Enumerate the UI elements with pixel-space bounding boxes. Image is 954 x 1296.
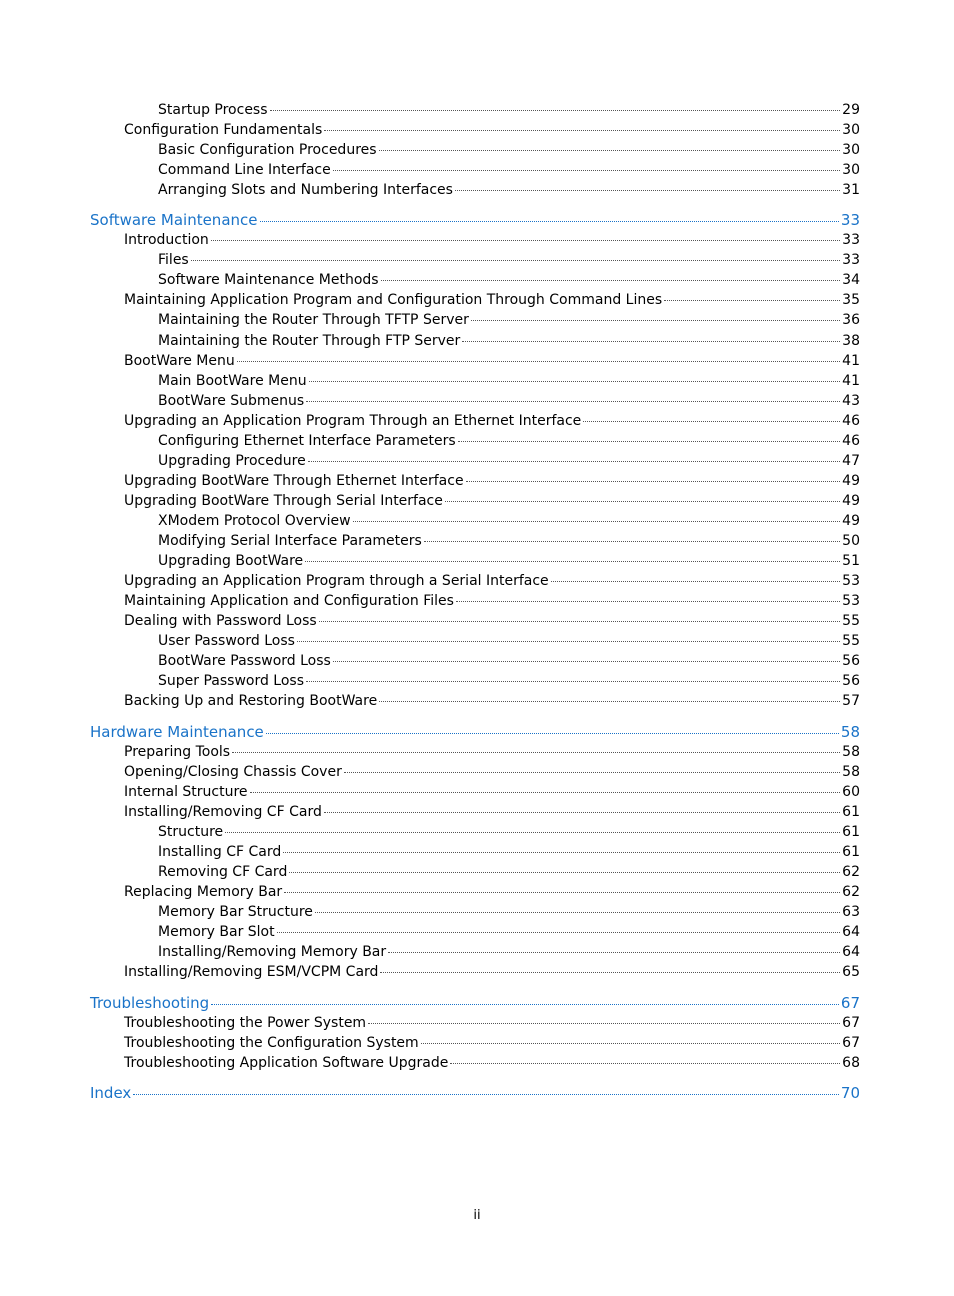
toc-entry-page: 33 bbox=[842, 232, 860, 248]
toc-chapter-entry[interactable] bbox=[90, 210, 860, 230]
toc-entry-page: 65 bbox=[842, 964, 860, 980]
toc-entry-title: Opening/Closing Chassis Cover bbox=[124, 764, 342, 780]
toc-entry[interactable] bbox=[158, 631, 860, 651]
dot-leader bbox=[283, 852, 840, 853]
dot-leader bbox=[284, 892, 840, 893]
toc-entry-title: Modifying Serial Interface Parameters bbox=[158, 533, 422, 549]
dot-leader bbox=[306, 401, 840, 402]
toc-entry-title: Replacing Memory Bar bbox=[124, 884, 283, 900]
toc-entry-page: 70 bbox=[840, 1084, 860, 1102]
dot-leader bbox=[225, 832, 840, 833]
toc-entry[interactable] bbox=[158, 902, 860, 922]
toc-entry-title: Troubleshooting the Power System bbox=[124, 1015, 367, 1031]
toc-entry-page: 33 bbox=[842, 252, 860, 268]
toc-entry[interactable] bbox=[158, 250, 860, 270]
dot-leader bbox=[319, 621, 841, 622]
dot-leader bbox=[133, 1094, 839, 1095]
dot-leader bbox=[211, 1004, 839, 1005]
toc-entry[interactable] bbox=[158, 371, 860, 391]
toc-entry-page: 49 bbox=[842, 513, 860, 529]
dot-leader bbox=[421, 1043, 840, 1044]
toc-entry-page: 61 bbox=[842, 804, 860, 820]
toc-entry-title: Command Line Interface bbox=[158, 162, 331, 178]
dot-leader bbox=[260, 221, 839, 222]
dot-leader bbox=[232, 752, 840, 753]
toc-entry[interactable] bbox=[158, 551, 860, 571]
toc-entry[interactable] bbox=[158, 331, 860, 351]
toc-entry-title: Installing/Removing CF Card bbox=[124, 804, 322, 820]
dot-leader bbox=[381, 280, 841, 281]
toc-entry-title: Upgrading an Application Program Through an Ethernet Interface bbox=[124, 413, 582, 429]
dot-leader bbox=[277, 932, 841, 933]
toc-entry-page: 29 bbox=[842, 102, 860, 118]
toc-entry-title: Software Maintenance Methods bbox=[158, 272, 379, 288]
toc-entry-title: Maintaining Application and Configuration Files bbox=[124, 593, 454, 609]
toc-entry[interactable] bbox=[124, 1053, 860, 1073]
toc-entry-title: Upgrading BootWare Through Serial Interface bbox=[124, 493, 443, 509]
toc-entry[interactable] bbox=[158, 391, 860, 411]
dot-leader bbox=[462, 341, 840, 342]
toc-entry[interactable] bbox=[158, 511, 860, 531]
toc-entry[interactable] bbox=[124, 802, 860, 822]
toc-entry-title: Maintaining the Router Through TFTP Server bbox=[158, 312, 469, 328]
toc-chapter-entry[interactable] bbox=[90, 1083, 860, 1103]
toc-entry[interactable] bbox=[158, 270, 860, 290]
toc-entry[interactable] bbox=[124, 882, 860, 902]
toc-entry-page: 57 bbox=[842, 693, 860, 709]
toc-entry-page: 68 bbox=[842, 1055, 860, 1071]
page-number: ii bbox=[473, 1208, 481, 1223]
toc-entry-page: 47 bbox=[842, 453, 860, 469]
toc-entry-page: 58 bbox=[842, 764, 860, 780]
toc-entry-page: 58 bbox=[840, 723, 860, 741]
dot-leader bbox=[324, 130, 840, 131]
toc-entry-title: Index bbox=[90, 1084, 132, 1102]
toc-entry-title: Main BootWare Menu bbox=[158, 373, 307, 389]
toc-entry-page: 56 bbox=[842, 653, 860, 669]
toc-entry-title: Troubleshooting bbox=[90, 994, 210, 1012]
dot-leader bbox=[583, 421, 840, 422]
toc-entry-page: 55 bbox=[842, 633, 860, 649]
toc-entry-page: 61 bbox=[842, 844, 860, 860]
toc-entry-title: Super Password Loss bbox=[158, 673, 305, 689]
toc-entry-title: BootWare Password Loss bbox=[158, 653, 331, 669]
toc-entry-page: 43 bbox=[842, 393, 860, 409]
toc-entry[interactable] bbox=[124, 742, 860, 762]
toc-entry[interactable] bbox=[158, 942, 860, 962]
toc-entry-page: 53 bbox=[842, 573, 860, 589]
toc-entry[interactable] bbox=[158, 651, 860, 671]
toc-entry[interactable] bbox=[124, 411, 860, 431]
toc-entry-title: Hardware Maintenance bbox=[90, 723, 264, 741]
toc-entry[interactable] bbox=[124, 230, 860, 250]
toc-entry-title: Installing/Removing Memory Bar bbox=[158, 944, 387, 960]
dot-leader bbox=[306, 681, 840, 682]
toc-entry-title: Troubleshooting the Configuration System bbox=[124, 1035, 419, 1051]
toc-entry-page: 62 bbox=[842, 864, 860, 880]
dot-leader bbox=[266, 733, 839, 734]
toc-entry[interactable] bbox=[124, 120, 860, 140]
dot-leader bbox=[297, 641, 840, 642]
dot-leader bbox=[664, 300, 840, 301]
toc-entry-page: 62 bbox=[842, 884, 860, 900]
dot-leader bbox=[309, 381, 841, 382]
toc-entry-title: Preparing Tools bbox=[124, 744, 231, 760]
toc-entry-page: 64 bbox=[842, 944, 860, 960]
toc-entry-page: 60 bbox=[842, 784, 860, 800]
toc-entry-page: 64 bbox=[842, 924, 860, 940]
toc-entry[interactable] bbox=[124, 762, 860, 782]
dot-leader bbox=[315, 912, 840, 913]
toc-entry-title: Troubleshooting Application Software Upgrade bbox=[124, 1055, 449, 1071]
dot-leader bbox=[368, 1023, 840, 1024]
toc-entry-title: User Password Loss bbox=[158, 633, 295, 649]
toc-entry-title: BootWare Menu bbox=[124, 353, 235, 369]
toc-entry[interactable] bbox=[158, 922, 860, 942]
toc-entry[interactable] bbox=[124, 691, 860, 711]
toc-entry[interactable] bbox=[124, 611, 860, 631]
toc-entry-title: Backing Up and Restoring BootWare bbox=[124, 693, 378, 709]
dot-leader bbox=[455, 190, 840, 191]
dot-leader bbox=[380, 972, 840, 973]
toc-entry-title: Internal Structure bbox=[124, 784, 248, 800]
dot-leader bbox=[333, 661, 840, 662]
dot-leader bbox=[424, 541, 840, 542]
dot-leader bbox=[308, 461, 840, 462]
toc-entry-title: Installing/Removing ESM/VCPM Card bbox=[124, 964, 379, 980]
toc-entry-title: Memory Bar Structure bbox=[158, 904, 313, 920]
toc-entry-title: Software Maintenance bbox=[90, 211, 258, 229]
toc-entry[interactable] bbox=[124, 591, 860, 611]
toc-entry-page: 38 bbox=[842, 333, 860, 349]
toc-entry[interactable] bbox=[158, 531, 860, 551]
toc-entry[interactable] bbox=[158, 180, 860, 200]
toc-entry[interactable] bbox=[124, 962, 860, 982]
toc-entry[interactable] bbox=[158, 431, 860, 451]
toc-entry[interactable] bbox=[124, 351, 860, 371]
toc-entry-page: 50 bbox=[842, 533, 860, 549]
dot-leader bbox=[466, 481, 841, 482]
toc-entry-page: 30 bbox=[842, 142, 860, 158]
toc-entry[interactable] bbox=[158, 671, 860, 691]
toc-entry-page: 49 bbox=[842, 493, 860, 509]
toc-entry-page: 55 bbox=[842, 613, 860, 629]
toc-entry-page: 49 bbox=[842, 473, 860, 489]
toc-entry-title: Structure bbox=[158, 824, 224, 840]
toc-entry-title: Introduction bbox=[124, 232, 209, 248]
toc-entry-title: Basic Configuration Procedures bbox=[158, 142, 377, 158]
toc-entry-page: 41 bbox=[842, 353, 860, 369]
toc-entry-page: 34 bbox=[842, 272, 860, 288]
dot-leader bbox=[379, 701, 840, 702]
toc-entry[interactable] bbox=[124, 571, 860, 591]
toc-entry-title: Configuring Ethernet Interface Parameters bbox=[158, 433, 456, 449]
toc-entry-page: 30 bbox=[842, 122, 860, 138]
toc-entry-title: Upgrading Procedure bbox=[158, 453, 306, 469]
dot-leader bbox=[458, 441, 841, 442]
toc-entry-page: 61 bbox=[842, 824, 860, 840]
dot-leader bbox=[445, 501, 840, 502]
toc-entry-title: XModem Protocol Overview bbox=[158, 513, 351, 529]
dot-leader bbox=[450, 1063, 840, 1064]
dot-leader bbox=[211, 240, 840, 241]
toc-entry-page: 56 bbox=[842, 673, 860, 689]
toc-entry-title: Arranging Slots and Numbering Interfaces bbox=[158, 182, 453, 198]
toc-entry-page: 36 bbox=[842, 312, 860, 328]
toc-entry-title: Maintaining the Router Through FTP Server bbox=[158, 333, 461, 349]
toc-entry[interactable] bbox=[158, 140, 860, 160]
toc-entry-page: 67 bbox=[842, 1035, 860, 1051]
toc-entry[interactable] bbox=[124, 491, 860, 511]
toc-entry-page: 58 bbox=[842, 744, 860, 760]
toc-entry-title: BootWare Submenus bbox=[158, 393, 305, 409]
dot-leader bbox=[456, 601, 840, 602]
dot-leader bbox=[379, 150, 841, 151]
toc-entry[interactable] bbox=[124, 471, 860, 491]
toc-entry[interactable] bbox=[158, 822, 860, 842]
toc-entry-page: 67 bbox=[842, 1015, 860, 1031]
toc-entry[interactable] bbox=[158, 100, 860, 120]
toc-entry-page: 51 bbox=[842, 553, 860, 569]
dot-leader bbox=[305, 561, 840, 562]
toc-entry[interactable] bbox=[158, 451, 860, 471]
toc-entry-page: 46 bbox=[842, 413, 860, 429]
toc-entry[interactable] bbox=[158, 862, 860, 882]
toc-chapter-entry[interactable] bbox=[90, 722, 860, 742]
dot-leader bbox=[551, 581, 841, 582]
dot-leader bbox=[324, 812, 840, 813]
dot-leader bbox=[471, 320, 840, 321]
dot-leader bbox=[270, 110, 841, 111]
toc-entry-page: 63 bbox=[842, 904, 860, 920]
dot-leader bbox=[191, 260, 840, 261]
dot-leader bbox=[289, 872, 840, 873]
dot-leader bbox=[344, 772, 840, 773]
toc-entry-title: Memory Bar Slot bbox=[158, 924, 275, 940]
toc-entry-title: Removing CF Card bbox=[158, 864, 288, 880]
toc-entry-page: 41 bbox=[842, 373, 860, 389]
toc-entry-title: Files bbox=[158, 252, 189, 268]
toc-entry[interactable] bbox=[124, 1013, 860, 1033]
toc-entry[interactable] bbox=[158, 842, 860, 862]
toc-entry-page: 30 bbox=[842, 162, 860, 178]
dot-leader bbox=[353, 521, 841, 522]
dot-leader bbox=[250, 792, 841, 793]
toc-entry-title: Configuration Fundamentals bbox=[124, 122, 323, 138]
dot-leader bbox=[237, 361, 840, 362]
dot-leader bbox=[333, 170, 840, 171]
toc-entry-title: Upgrading an Application Program through a Serial Interface bbox=[124, 573, 549, 589]
toc-entry-title: Startup Process bbox=[158, 102, 268, 118]
toc-entry[interactable] bbox=[124, 782, 860, 802]
toc-entry-title: Upgrading BootWare Through Ethernet Interface bbox=[124, 473, 464, 489]
toc-entry-page: 35 bbox=[842, 292, 860, 308]
toc-entry[interactable] bbox=[158, 310, 860, 330]
toc-entry-page: 53 bbox=[842, 593, 860, 609]
toc-chapter-entry[interactable] bbox=[90, 993, 860, 1013]
toc-entry-title: Maintaining Application Program and Configuration Through Command Lines bbox=[124, 292, 663, 308]
toc-entry-page: 46 bbox=[842, 433, 860, 449]
toc-entry-page: 31 bbox=[842, 182, 860, 198]
toc-entry-title: Installing CF Card bbox=[158, 844, 282, 860]
toc-entry-page: 33 bbox=[840, 211, 860, 229]
toc-entry[interactable] bbox=[124, 1033, 860, 1053]
dot-leader bbox=[388, 952, 840, 953]
toc-entry-title: Dealing with Password Loss bbox=[124, 613, 317, 629]
toc-entry[interactable] bbox=[158, 160, 860, 180]
toc-entry-title: Upgrading BootWare bbox=[158, 553, 304, 569]
toc-entry-page: 67 bbox=[840, 994, 860, 1012]
toc-entry[interactable] bbox=[124, 290, 860, 310]
